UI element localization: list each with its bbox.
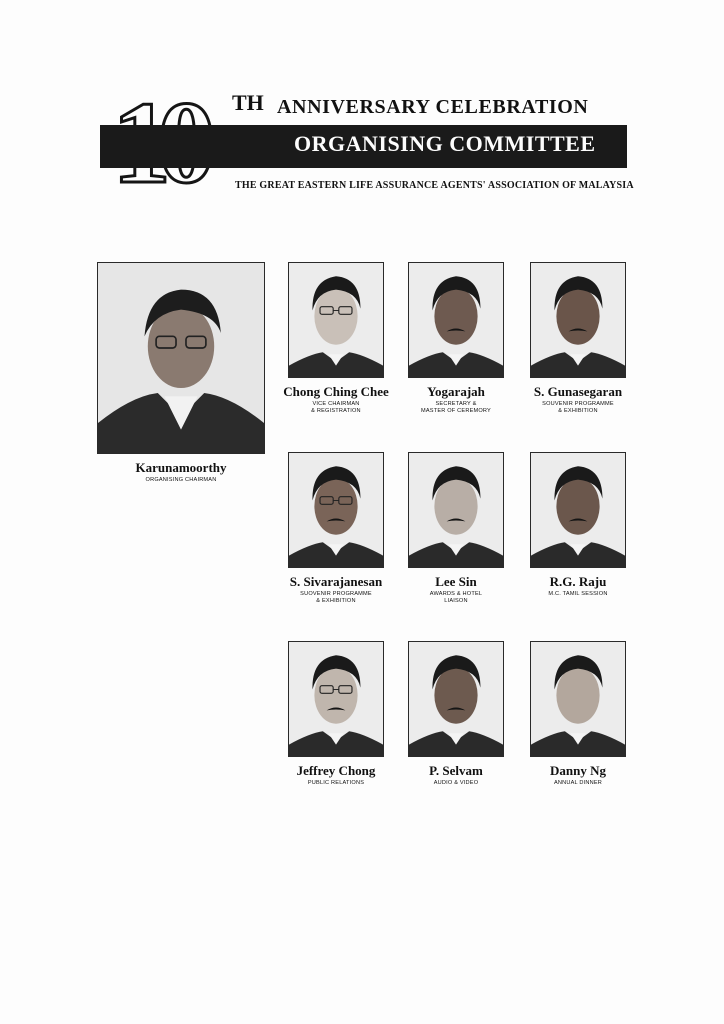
member-card xyxy=(512,262,644,415)
portrait-silhouette-icon xyxy=(531,642,625,756)
member-role: ORGANISING CHAIRMAN xyxy=(145,477,217,483)
member-role: SUOVENIR PROGRAMME & EXHIBITION xyxy=(300,591,372,604)
chairman-card xyxy=(97,262,265,484)
member-name: P. Selvam xyxy=(429,763,483,778)
member-role: VICE CHAIRMAN & REGISTRATION xyxy=(311,401,361,414)
portrait-photo xyxy=(288,262,384,378)
portrait-photo xyxy=(530,452,626,568)
member-role: SOUVENIR PROGRAMME & EXHIBITION xyxy=(542,401,614,414)
portrait-photo xyxy=(408,452,504,568)
portrait-silhouette-icon xyxy=(289,453,383,567)
portrait-photo xyxy=(530,262,626,378)
member-card xyxy=(270,452,402,605)
portrait-silhouette-icon xyxy=(409,263,503,377)
member-role: M.C. TAMIL SESSION xyxy=(548,591,608,597)
member-card xyxy=(390,641,522,787)
band-title: ORGANISING COMMITTEE xyxy=(294,131,596,156)
portrait-photo xyxy=(97,262,265,454)
member-card xyxy=(512,452,644,598)
member-card xyxy=(512,641,644,787)
member-name: S. Sivarajanesan xyxy=(289,574,383,589)
page-header xyxy=(0,0,724,200)
member-name: Chong Ching Chee xyxy=(283,384,389,399)
member-name: R.G. Raju xyxy=(549,574,607,589)
member-role: SECRETARY & MASTER OF CEREMORY xyxy=(420,401,491,414)
member-card xyxy=(270,641,402,787)
member-name: Yogarajah xyxy=(427,384,485,399)
portrait-silhouette-icon xyxy=(409,453,503,567)
member-name: Karunamoorthy xyxy=(135,460,227,475)
member-name: Jeffrey Chong xyxy=(296,763,376,778)
member-name: Danny Ng xyxy=(550,763,606,778)
member-card xyxy=(390,452,522,605)
portrait-photo xyxy=(288,452,384,568)
member-card xyxy=(390,262,522,415)
portrait-photo xyxy=(408,262,504,378)
member-role: AWARDS & HOTEL LIAISON xyxy=(429,591,483,604)
page-title: ANNIVERSARY CELEBRATION xyxy=(277,96,589,118)
member-name: S. Gunasegaran xyxy=(533,384,623,399)
ordinal-suffix: TH xyxy=(232,90,264,115)
portrait-silhouette-icon xyxy=(409,642,503,756)
member-name: Lee Sin xyxy=(435,574,477,589)
portrait-photo xyxy=(288,641,384,757)
portrait-photo xyxy=(530,641,626,757)
portrait-silhouette-icon xyxy=(98,263,264,453)
portrait-silhouette-icon xyxy=(531,453,625,567)
portrait-silhouette-icon xyxy=(289,642,383,756)
portrait-silhouette-icon xyxy=(531,263,625,377)
member-role: ANNUAL DINNER xyxy=(553,780,603,786)
portrait-photo xyxy=(408,641,504,757)
member-role: AUDIO & VIDEO xyxy=(433,780,479,786)
portrait-silhouette-icon xyxy=(289,263,383,377)
association-subtitle: THE GREAT EASTERN LIFE ASSURANCE AGENTS' ASSOCIATION OF MALAYSIA xyxy=(235,180,634,191)
member-role: PUBLIC RELATIONS xyxy=(307,780,365,786)
member-card xyxy=(270,262,402,415)
